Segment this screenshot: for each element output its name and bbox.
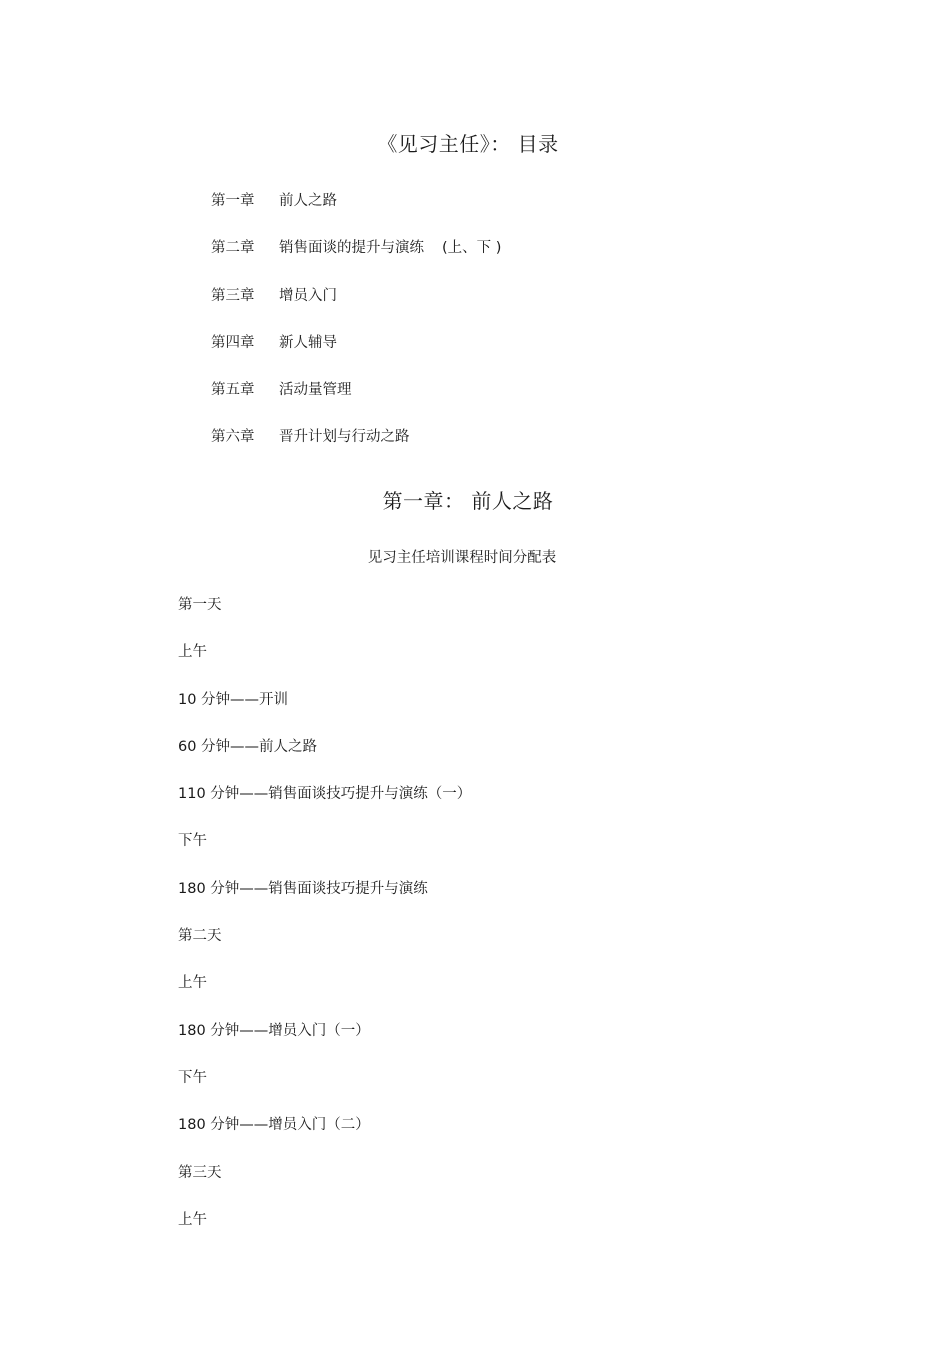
toc-chapter-title: 销售面谈的提升与演练 (279, 240, 424, 257)
toc-chapter-note: (上、下 ) (442, 240, 502, 257)
toc-chapter-title: 活动量管理 (279, 382, 352, 399)
toc-chapter-number: 第五章 (211, 382, 255, 399)
schedule-session: 下午 (178, 1069, 207, 1086)
toc-chapter-number: 第四章 (211, 334, 255, 351)
toc-chapter-number: 第六章 (211, 429, 255, 446)
schedule-session: 上午 (178, 1211, 207, 1228)
toc-item (211, 190, 811, 237)
toc-item (211, 285, 811, 332)
schedule-item: 180 分钟——销售面谈技巧提升与演练 (178, 880, 428, 897)
schedule-item: 60 分钟——前人之路 (178, 738, 318, 755)
schedule-session: 上午 (178, 644, 207, 661)
schedule-day: 第一天 (178, 597, 222, 613)
schedule-session: 下午 (178, 833, 207, 850)
schedule-item: 180 分钟——增员入门（二） (178, 1117, 370, 1134)
schedule-item: 10 分钟——开训 (178, 691, 289, 708)
toc-chapter-title: 前人之路 (279, 193, 337, 209)
schedule-day: 第二天 (178, 928, 222, 945)
chapter-heading: 第一章： 前人之路 (382, 489, 554, 513)
schedule-list (178, 594, 778, 1256)
schedule-item: 180 分钟——增员入门（一） (178, 1022, 370, 1039)
schedule-day: 第三天 (178, 1164, 222, 1181)
toc-chapter-number: 第三章 (211, 287, 255, 304)
schedule-item: 110 分钟——销售面谈技巧提升与演练（一） (178, 786, 472, 803)
toc-chapter-number: 第二章 (211, 240, 255, 257)
document-title: 《见习主任》： 目录 (377, 132, 559, 156)
toc-chapter-title: 新人辅导 (279, 334, 337, 351)
table-of-contents (211, 190, 811, 474)
toc-item (211, 379, 811, 426)
schedule-title: 见习主任培训课程时间分配表 (367, 550, 557, 566)
toc-chapter-title: 晋升计划与行动之路 (279, 429, 410, 446)
toc-chapter-number: 第一章 (211, 193, 255, 209)
toc-item (211, 426, 811, 473)
toc-item (211, 237, 811, 284)
toc-chapter-title: 增员入门 (279, 287, 337, 304)
toc-item (211, 332, 811, 379)
schedule-session: 上午 (178, 975, 207, 992)
